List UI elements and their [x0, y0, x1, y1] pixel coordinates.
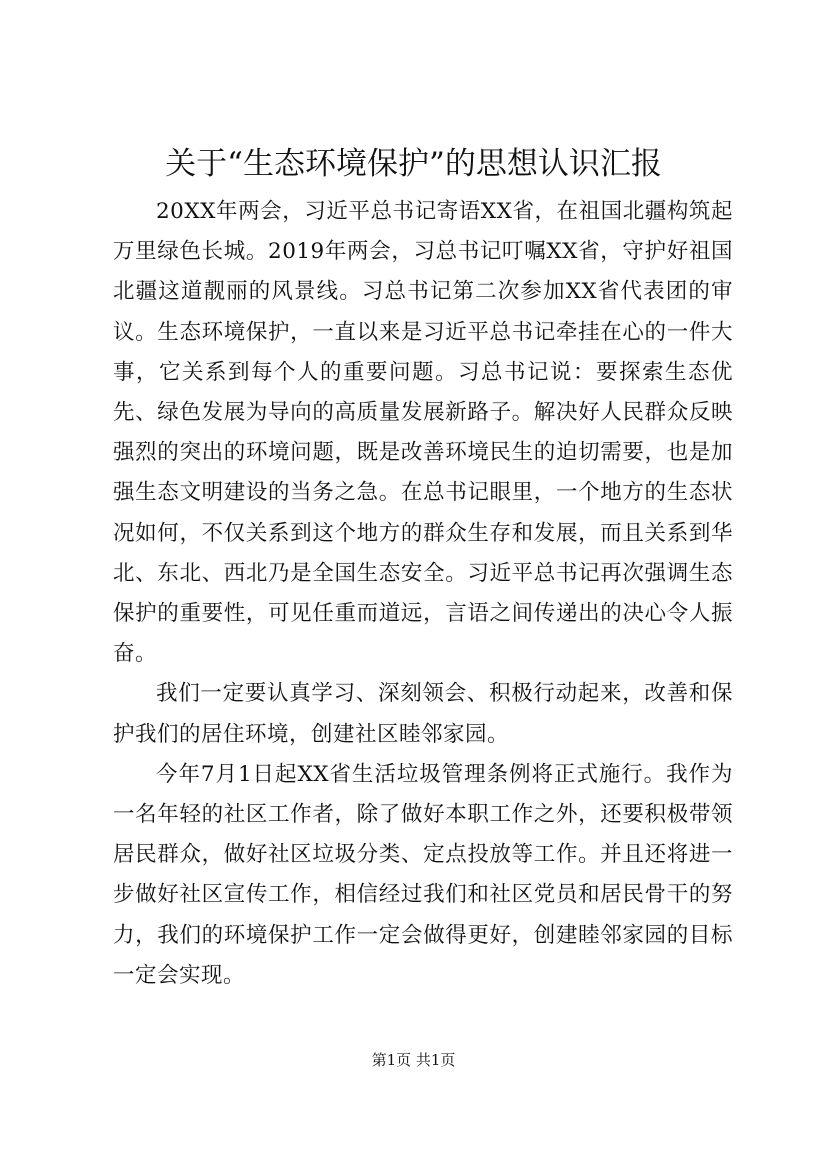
paragraph-3: 今年7月1日起XX省生活垃圾管理条例将正式施行。我作为一名年轻的社区工作者，除了做好本职工作之外，还要积极带领居民群众，做好社区垃圾分类、定点投放等工作。并且还将进一步做好社区宣传工作，相信经过我们和社区党员和居民骨干的努力，我们的环境保护工作一定会做得更好，创建睦邻家园的目标一定会实现。 [113, 761, 733, 988]
page-number-footer: 第1页 共1页 [371, 1051, 456, 1069]
paragraph-2: 我们一定要认真学习、深刻领会、积极行动起来，改善和保护我们的居住环境，创建社区睦邻家园。 [113, 681, 733, 747]
paragraph-1: 20XX年两会，习近平总书记寄语XX省，在祖国北疆构筑起万里绿色长城。2019年两会，习总书记叮嘱XX省，守护好祖国北疆这道靓丽的风景线。习总书记第二次参加XX省代表团的审议。生态环境保护，一直以来是习近平总书记牵挂在心的一件大事，它关系到每个人的重要问题。习总书记说：要探索生态优先、绿色发展为导向的高质量发展新路子。解决好人民群众反映强烈的突出的环境问题，既是改善环境民生的迫切需要，也是加强生态文明建设的当务之急。在总书记眼里，一个地方的生态状况如何，不仅关系到这个地方的群众生存和发展，而且关系到华北、东北、西北乃是全国生态安全。习近平总书记再次强调生态保护的重要性，可见任重而道远，言语之间传递出的决心令人振奋。 [113, 199, 733, 667]
document-title: 关于“生态环境保护”的思想认识汇报 [165, 146, 662, 182]
document-body [113, 192, 733, 996]
